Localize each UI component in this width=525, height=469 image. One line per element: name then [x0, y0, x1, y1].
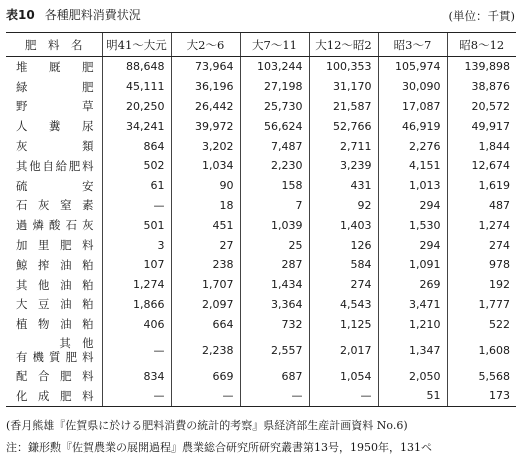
table-cell: — [102, 334, 171, 366]
header-row [6, 33, 516, 57]
table-cell: 1,210 [378, 314, 447, 334]
table-cell: 126 [309, 235, 378, 255]
table-cell: 2,097 [171, 295, 240, 315]
table-cell: 158 [240, 176, 309, 196]
table-cell: 107 [102, 255, 171, 275]
table-cell: 3,364 [240, 295, 309, 315]
table-cell: 1,347 [378, 334, 447, 366]
table-cell: 522 [447, 314, 516, 334]
table-cell: 3,202 [171, 136, 240, 156]
table-cell: — [102, 196, 171, 216]
table-number: 表10 [6, 8, 35, 22]
table-cell: 274 [447, 235, 516, 255]
row-label: 堆厩肥 [16, 59, 94, 74]
table-cell: 100,353 [309, 57, 378, 77]
row-label: 野草 [16, 99, 94, 114]
table-cell: 2,557 [240, 334, 309, 366]
table-cell: 17,087 [378, 97, 447, 117]
table-cell: 88,648 [102, 57, 171, 77]
table-row [6, 334, 516, 366]
row-label-line2: 有機質肥料 [16, 350, 94, 365]
table-cell: 487 [447, 196, 516, 216]
table-cell: 2,276 [378, 136, 447, 156]
table-row [6, 295, 516, 315]
table-cell: 669 [171, 366, 240, 386]
table-cell: 39,972 [171, 116, 240, 136]
table-cell: 687 [240, 366, 309, 386]
table-cell: 431 [309, 176, 378, 196]
table-cell: 238 [171, 255, 240, 275]
row-label: 灰類 [16, 139, 94, 154]
table-row [6, 176, 516, 196]
table-row [6, 196, 516, 216]
table-cell: 294 [378, 235, 447, 255]
table-cell: 1,274 [447, 215, 516, 235]
table-cell: 1,608 [447, 334, 516, 366]
row-label: 其他油粕 [16, 277, 94, 292]
row-label: 植物油粕 [16, 317, 94, 332]
table-cell: 834 [102, 366, 171, 386]
unit-label: (単位：千貫) [448, 9, 515, 23]
table-cell: 2,050 [378, 366, 447, 386]
table-cell: 2,711 [309, 136, 378, 156]
table-cell: 4,543 [309, 295, 378, 315]
row-label: 化成肥料 [6, 386, 102, 406]
table-cell: 21,587 [309, 97, 378, 117]
table-cell: 274 [309, 275, 378, 295]
table-cell: 1,274 [102, 275, 171, 295]
table-cell: 502 [102, 156, 171, 176]
table-cell: 1,125 [309, 314, 378, 334]
table-cell: 584 [309, 255, 378, 275]
table-cell: 20,250 [102, 97, 171, 117]
table-title [6, 6, 141, 23]
table-cell: 451 [171, 215, 240, 235]
table-cell: 18 [171, 196, 240, 216]
table-cell: 46,919 [378, 116, 447, 136]
table-cell: — [102, 386, 171, 406]
table-cell: 864 [102, 136, 171, 156]
row-label: 石灰窒素 [16, 198, 94, 213]
table-cell: 49,917 [447, 116, 516, 136]
table-row [6, 215, 516, 235]
table-cell: 173 [447, 386, 516, 406]
table-cell: 294 [378, 196, 447, 216]
header-period: 明41～大元 [102, 33, 171, 57]
table-cell: 1,844 [447, 136, 516, 156]
table-cell: 2,017 [309, 334, 378, 366]
table-cell: 105,974 [378, 57, 447, 77]
row-label: 過燐酸石灰 [16, 218, 94, 233]
table-cell: 56,624 [240, 116, 309, 136]
table-cell: 25,730 [240, 97, 309, 117]
table-cell: 1,777 [447, 295, 516, 315]
table-cell: 664 [171, 314, 240, 334]
header-period: 昭3～7 [378, 33, 447, 57]
table-cell: 45,111 [102, 77, 171, 97]
table-row [6, 136, 516, 156]
header-name: 肥 料 名 [6, 33, 102, 57]
row-label [6, 334, 102, 366]
table-cell: 1,434 [240, 275, 309, 295]
table-cell: 501 [102, 215, 171, 235]
table-cell: 1,054 [309, 366, 378, 386]
table-cell: 92 [309, 196, 378, 216]
table-cell: 7,487 [240, 136, 309, 156]
table-cell: 1,619 [447, 176, 516, 196]
table-cell: 27 [171, 235, 240, 255]
table-cell: 1,866 [102, 295, 171, 315]
table-cell: 2,230 [240, 156, 309, 176]
table-cell: 20,572 [447, 97, 516, 117]
row-label: 其他自給肥料 [16, 158, 94, 173]
table-row [6, 235, 516, 255]
table-caption: 各種肥料消費状況 [44, 8, 141, 22]
table-cell: 406 [102, 314, 171, 334]
header-period: 大2～6 [171, 33, 240, 57]
note-text: 注：鎌形勲『佐賀農業の展開過程』農業総合研究所研究叢書第13号，1950年，131ペ [6, 441, 432, 454]
row-label: 人糞尿 [16, 119, 94, 134]
table-cell: 34,241 [102, 116, 171, 136]
table-row [6, 57, 516, 77]
table-cell: 3,471 [378, 295, 447, 315]
table-cell: 61 [102, 176, 171, 196]
table-row [6, 314, 516, 334]
table-cell: 51 [378, 386, 447, 406]
table-cell: 4,151 [378, 156, 447, 176]
table-cell: 26,442 [171, 97, 240, 117]
row-label: 加里肥料 [16, 238, 94, 253]
table-cell: 732 [240, 314, 309, 334]
table-cell: 25 [240, 235, 309, 255]
table-row [6, 366, 516, 386]
table-cell: 1,013 [378, 176, 447, 196]
header-period: 大12～昭2 [309, 33, 378, 57]
row-label-line1: 其 他 [59, 336, 94, 351]
table-row [6, 386, 516, 406]
table-cell: 31,170 [309, 77, 378, 97]
table-cell: — [240, 386, 309, 406]
row-label: 鯨搾油粕 [16, 257, 94, 272]
table-cell: 978 [447, 255, 516, 275]
row-label: 硫安 [16, 178, 94, 193]
table-cell: 27,198 [240, 77, 309, 97]
table-cell: 1,707 [171, 275, 240, 295]
table-cell: 30,090 [378, 77, 447, 97]
header-period: 大7～11 [240, 33, 309, 57]
table-cell: 7 [240, 196, 309, 216]
table-cell: — [171, 386, 240, 406]
table-cell: 103,244 [240, 57, 309, 77]
table-cell: 12,674 [447, 156, 516, 176]
table-cell: 3 [102, 235, 171, 255]
table-cell: 36,196 [171, 77, 240, 97]
table-cell: 1,530 [378, 215, 447, 235]
table-row [6, 275, 516, 295]
table-cell: 90 [171, 176, 240, 196]
table-cell: 1,039 [240, 215, 309, 235]
table-cell: 73,964 [171, 57, 240, 77]
table-cell: 52,766 [309, 116, 378, 136]
row-label: 配合肥料 [16, 369, 94, 384]
table-cell: 2,238 [171, 334, 240, 366]
table-cell: — [309, 386, 378, 406]
table-cell: 38,876 [447, 77, 516, 97]
table-cell: 3,239 [309, 156, 378, 176]
source-citation: (香月熊雄『佐賀県に於ける肥料消費の統計的考察』県経済部生産計画資料 No.6) [6, 419, 408, 432]
table-cell: 192 [447, 275, 516, 295]
table-row [6, 156, 516, 176]
table-row [6, 255, 516, 275]
row-label: 大豆油粕 [16, 297, 94, 312]
table-cell: 1,034 [171, 156, 240, 176]
table-cell: 139,898 [447, 57, 516, 77]
table-row [6, 97, 516, 117]
table-cell: 287 [240, 255, 309, 275]
table-cell: 1,091 [378, 255, 447, 275]
table-row [6, 77, 516, 97]
table-cell: 269 [378, 275, 447, 295]
header-period: 昭8～12 [447, 33, 516, 57]
table-row [6, 116, 516, 136]
fertilizer-table [6, 32, 516, 407]
table-cell: 1,403 [309, 215, 378, 235]
table-cell: 5,568 [447, 366, 516, 386]
row-label: 緑肥 [16, 79, 94, 94]
